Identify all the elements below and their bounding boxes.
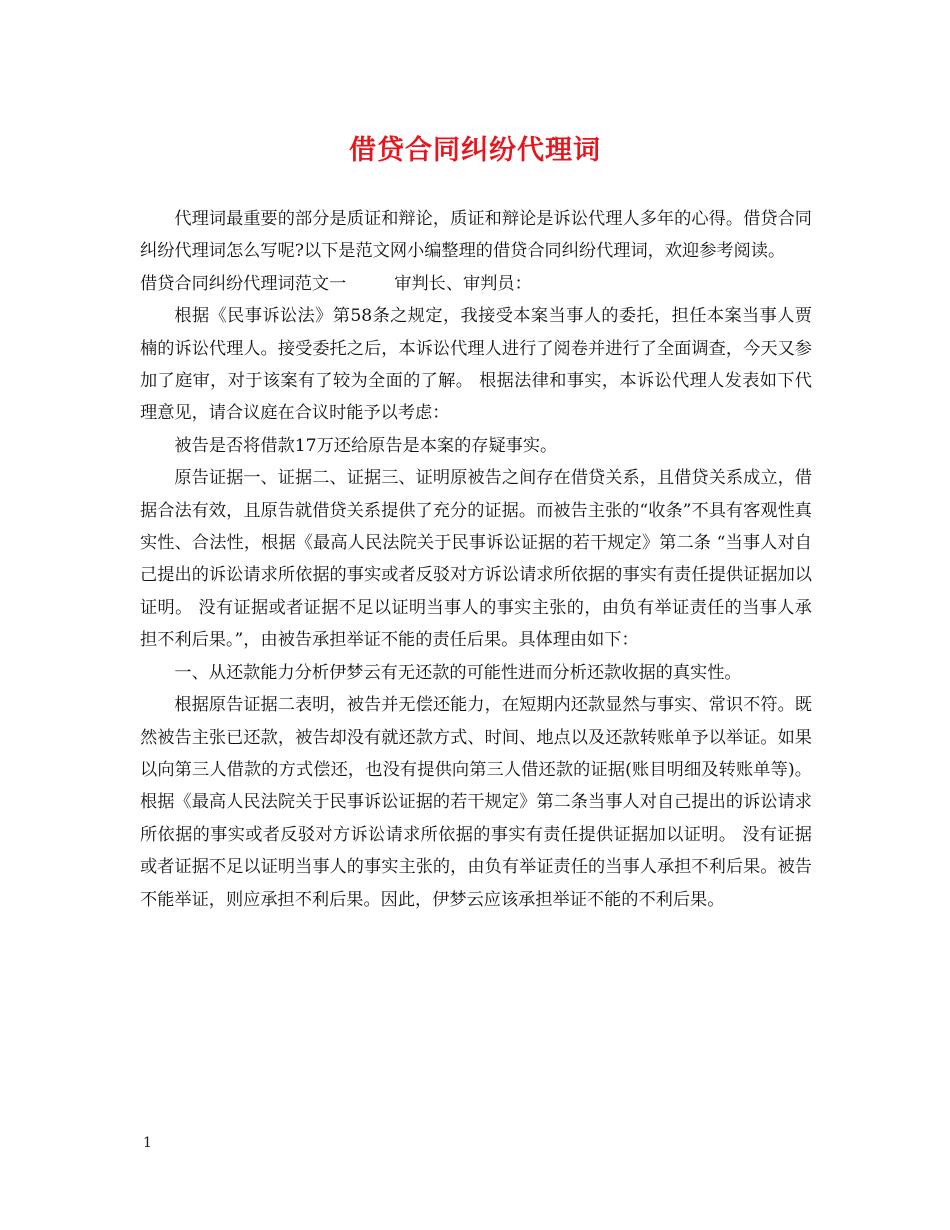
intro-paragraph: 代理词最重要的部分是质证和辩论，质证和辩论是诉讼代理人多年的心得。借贷合同纠纷代理词怎么写呢?以下是范文网小编整理的借贷合同纠纷代理词，欢迎参考阅读。	[140, 209, 812, 262]
document-title: 借贷合同纠纷代理词	[349, 135, 601, 166]
body-paragraph: 根据《民事诉讼法》第58条之规定，我接受本案当事人的委托，担任本案当事人贾楠的诉讼代理人。接受委托之后，本诉讼代理人进行了阅卷并进行了全面调查，今天又参加了庭审，对于该案有了较为全面的了解。 根据法律和事实，本诉讼代理人发表如下代理意见，请合议庭在合议时能予以考虑：	[140, 306, 812, 424]
body-paragraph: 根据原告证据二表明，被告并无偿还能力，在短期内还款显然与事实、常识不符。既然被告主张已还款，被告却没有就还款方式、时间、地点以及还款转账单予以举证。如果以向第三人借款的方式偿还，也没有提供向第三人借还款的证据(账目明细及转账单等)。根据《最高人民法院关于民事诉讼证据的若干规定》第二条当事人对自己提出的诉讼请求所依据的事实或者反驳对方诉讼请求所依据的事实有责任提供证据加以证明。 没有证据或者证据不足以证明当事人的事实主张的，由负有举证责任的当事人承担不利后果。被告不能举证，则应承担不利后果。因此，伊梦云应该承担举证不能的不利后果。	[140, 695, 812, 910]
document-body	[140, 203, 812, 916]
body-paragraph: 原告证据一、证据二、证据三、证明原被告之间存在借贷关系，且借贷关系成立，借据合法有效，且原告就借贷关系提供了充分的证据。而被告主张的“收条”不具有客观性真实性、合法性，根据《最高人民法院关于民事诉讼证据的若干规定》第二条 “当事人对自己提出的诉讼请求所依据的事实或者反驳对方诉讼请求所依据的事实有责任提供证据加以证明。 没有证据或者证据不足以证明当事人的事实主张的，由负有举证责任的当事人承担不利后果。”，由被告承担举证不能的责任后果。具体理由如下：	[140, 468, 812, 651]
sample-heading-label: 借贷合同纠纷代理词范文一	[140, 273, 347, 294]
sample-heading-line	[140, 268, 812, 300]
section-heading: 一、从还款能力分析伊梦云有无还款的可能性进而分析还款收据的真实性。	[174, 662, 742, 683]
body-paragraph: 被告是否将借款17万还给原告是本案的存疑事实。	[174, 435, 558, 456]
court-salutation: 审判长、审判员：	[394, 273, 532, 294]
page-number: 1	[143, 1135, 152, 1151]
